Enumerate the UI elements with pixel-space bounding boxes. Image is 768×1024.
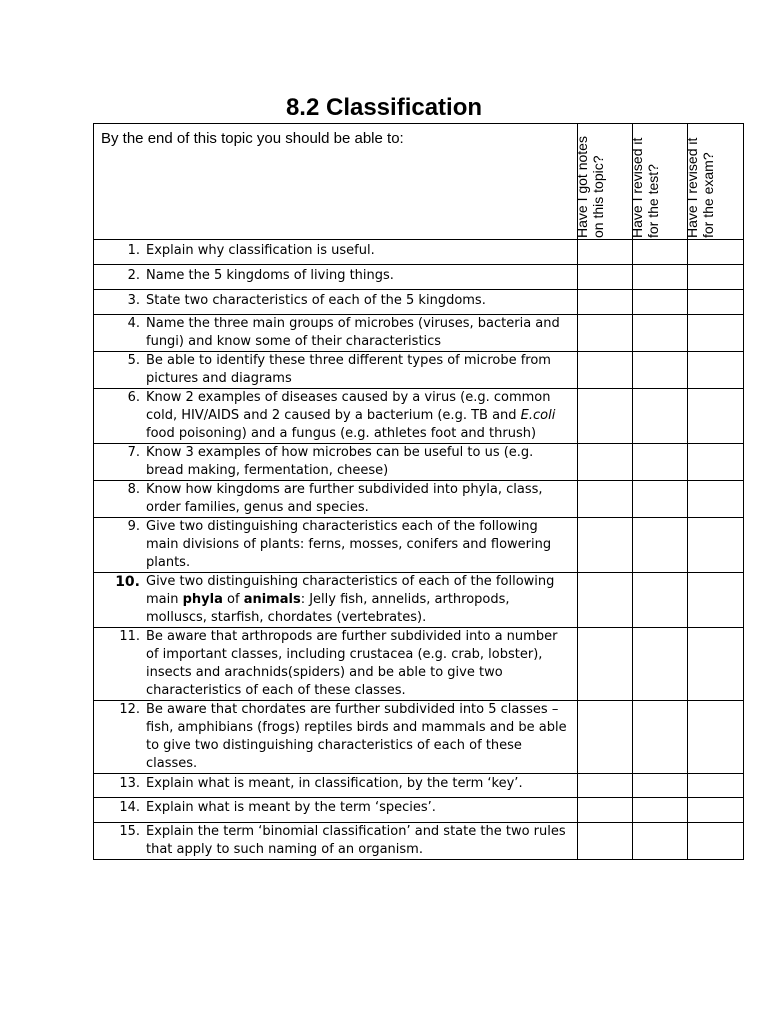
exam-checkbox-cell[interactable] (688, 481, 744, 518)
item-text: Know how kingdoms are further subdivided into phyla, class, order families, genus and species. (146, 482, 543, 515)
table-row (94, 774, 744, 798)
notes-checkbox-cell[interactable] (578, 798, 633, 823)
test-checkbox-cell[interactable] (633, 518, 688, 573)
table-row (94, 481, 744, 518)
exam-checkbox-cell[interactable] (688, 798, 744, 823)
item-text: Know 2 examples of diseases caused by a virus (e.g. common cold, HIV/AIDS and 2 caused by a bacterium (e.g. TB and E.coli food poisoning) and a fungus (e.g. athletes foot and thrush) (146, 390, 556, 441)
notes-checkbox-cell[interactable] (578, 240, 633, 265)
item-number: 1. (127, 243, 140, 258)
item-text: State two characteristics of each of the 5 kingdoms. (146, 293, 486, 308)
notes-checkbox-cell[interactable] (578, 573, 633, 628)
item-number: 10. (115, 574, 140, 590)
notes-checkbox-cell[interactable] (578, 352, 633, 389)
test-checkbox-cell[interactable] (633, 798, 688, 823)
notes-checkbox-cell[interactable] (578, 518, 633, 573)
table-row (94, 315, 744, 352)
exam-checkbox-cell[interactable] (688, 315, 744, 352)
item-text: Be aware that chordates are further subdivided into 5 classes – fish, amphibians (frogs) reptiles birds and mammals and be able to give two distinguishing characteristics of each of these classes. (146, 702, 567, 771)
header-row (94, 124, 744, 240)
item-text: Be able to identify these three different types of microbe from pictures and diagrams (146, 353, 551, 386)
item-number: 14. (119, 800, 140, 815)
table-row (94, 823, 744, 860)
exam-checkbox-cell[interactable] (688, 444, 744, 481)
notes-checkbox-cell[interactable] (578, 265, 633, 290)
test-checkbox-cell[interactable] (633, 389, 688, 444)
test-checkbox-cell[interactable] (633, 628, 688, 701)
item-text: Know 3 examples of how microbes can be useful to us (e.g. bread making, fermentation, cheese) (146, 445, 534, 478)
notes-checkbox-cell[interactable] (578, 481, 633, 518)
table-row (94, 265, 744, 290)
exam-checkbox-cell[interactable] (688, 628, 744, 701)
test-checkbox-cell[interactable] (633, 444, 688, 481)
item-number: 8. (127, 482, 140, 497)
test-header: Have I revised it for the test? (629, 137, 661, 238)
exam-header-cell (684, 124, 744, 240)
exam-checkbox-cell[interactable] (688, 701, 744, 774)
test-checkbox-cell[interactable] (633, 701, 688, 774)
item-text: Explain what is meant, in classification, by the term ‘key’. (146, 776, 523, 791)
intro-cell (94, 124, 578, 240)
item-text: Give two distinguishing characteristics of each of the following main phyla of animals: Jelly fish, annelids, arthropods, molluscs, starfish, chordates (vertebrates). (146, 574, 555, 625)
notes-header: Have I got notes on this topic? (574, 136, 606, 238)
notes-checkbox-cell[interactable] (578, 389, 633, 444)
item-text: Explain why classification is useful. (146, 243, 375, 258)
test-checkbox-cell[interactable] (633, 265, 688, 290)
table-row (94, 352, 744, 389)
table-row (94, 798, 744, 823)
notes-checkbox-cell[interactable] (578, 823, 633, 860)
item-number: 15. (119, 824, 140, 839)
exam-checkbox-cell[interactable] (688, 352, 744, 389)
notes-checkbox-cell[interactable] (578, 315, 633, 352)
test-header-cell (629, 124, 688, 240)
test-checkbox-cell[interactable] (633, 315, 688, 352)
exam-header: Have I revised it for the exam? (684, 137, 716, 238)
item-text: Explain what is meant by the term ‘species’. (146, 800, 436, 815)
notes-header-cell (574, 124, 633, 240)
item-number: 7. (127, 445, 140, 460)
exam-checkbox-cell[interactable] (688, 290, 744, 315)
table-row (94, 389, 744, 444)
intro-text: By the end of this topic you should be able to: (101, 130, 404, 147)
item-number: 5. (127, 353, 140, 368)
item-number: 13. (119, 776, 140, 791)
exam-checkbox-cell[interactable] (688, 774, 744, 798)
table-row (94, 240, 744, 265)
item-text: Give two distinguishing characteristics each of the following main divisions of plants: ferns, mosses, conifers and flowering plants. (146, 519, 552, 570)
item-number: 11. (119, 629, 140, 644)
notes-checkbox-cell[interactable] (578, 444, 633, 481)
notes-checkbox-cell[interactable] (578, 774, 633, 798)
table-row (94, 290, 744, 315)
table-row (94, 628, 744, 701)
item-text: Explain the term ‘binomial classification’ and state the two rules that apply to such naming of an organism. (146, 824, 566, 857)
table-row (94, 444, 744, 481)
table-row (94, 573, 744, 628)
test-checkbox-cell[interactable] (633, 290, 688, 315)
item-number: 4. (127, 316, 140, 331)
item-number: 2. (127, 268, 140, 283)
page-title: 8.2 Classification (285, 94, 483, 121)
exam-checkbox-cell[interactable] (688, 823, 744, 860)
test-checkbox-cell[interactable] (633, 240, 688, 265)
item-text: Name the three main groups of microbes (viruses, bacteria and fungi) and know some of their characteristics (146, 316, 560, 349)
test-checkbox-cell[interactable] (633, 573, 688, 628)
item-text: Name the 5 kingdoms of living things. (146, 268, 394, 283)
notes-checkbox-cell[interactable] (578, 628, 633, 701)
test-checkbox-cell[interactable] (633, 352, 688, 389)
table-row (94, 518, 744, 573)
item-number: 12. (119, 702, 140, 717)
notes-checkbox-cell[interactable] (578, 290, 633, 315)
checklist-table (93, 123, 744, 860)
table-row (94, 701, 744, 774)
item-text: Be aware that arthropods are further subdivided into a number of important classes, including crustacea (e.g. crab, lobster), insects and arachnids(spiders) and be able to give two characteristics of each of these classes. (146, 629, 558, 698)
exam-checkbox-cell[interactable] (688, 518, 744, 573)
exam-checkbox-cell[interactable] (688, 389, 744, 444)
item-number: 9. (127, 519, 140, 534)
notes-checkbox-cell[interactable] (578, 701, 633, 774)
exam-checkbox-cell[interactable] (688, 265, 744, 290)
item-number: 3. (127, 293, 140, 308)
item-number: 6. (127, 390, 140, 405)
exam-checkbox-cell[interactable] (688, 573, 744, 628)
test-checkbox-cell[interactable] (633, 823, 688, 860)
test-checkbox-cell[interactable] (633, 774, 688, 798)
exam-checkbox-cell[interactable] (688, 240, 744, 265)
test-checkbox-cell[interactable] (633, 481, 688, 518)
